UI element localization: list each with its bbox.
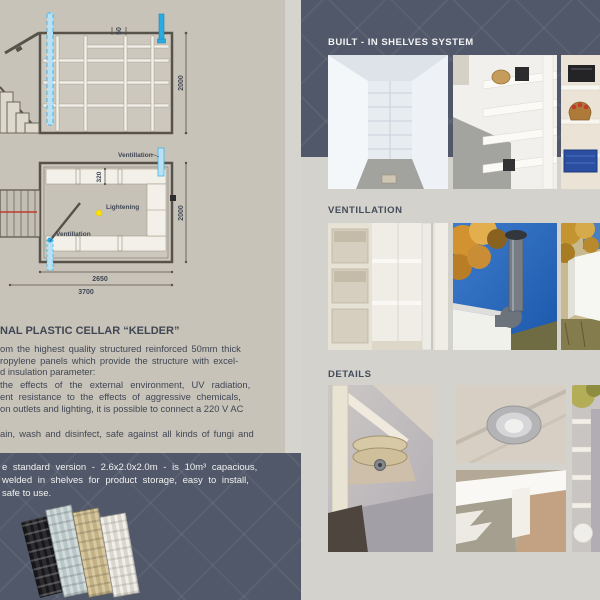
body-line: ain, wash and disinfect, safe against all kinds of fungi and — [0, 428, 254, 439]
body-line: the effects of the external environment, UV radiation, — [0, 379, 251, 390]
photo-vent-outdoor-pipe — [453, 223, 557, 350]
plan-stairs — [0, 190, 40, 237]
dim-320: 320 — [96, 171, 103, 183]
plan-vent-pipe-bottom — [47, 240, 53, 270]
footer-line: e standard version - 2.6x2.0x2.0m - is 10m³ capacious, — [2, 462, 258, 473]
photo-detail-ceiling-lamp — [456, 385, 566, 463]
elevation-drawing — [0, 5, 210, 155]
section-title-ventilation: VENTILLATION — [328, 205, 403, 216]
body-line: ent resistance to the effects of aggressive chemicals, — [0, 391, 241, 402]
panel-samples-image — [28, 502, 146, 596]
dim-3700: 3700 — [78, 289, 94, 296]
label-lightening: Lightening — [106, 204, 140, 211]
footer-line: safe to use. — [2, 488, 52, 499]
photo-detail-shelf-corner — [456, 470, 566, 552]
photo-shelves-baskets — [453, 55, 557, 189]
plan-vent-pipe-top — [158, 148, 164, 176]
photo-vent-cellar-exterior — [561, 223, 600, 350]
photo-shelves-crates — [561, 55, 600, 189]
plan-drawing — [0, 143, 210, 303]
product-title: NAL PLASTIC CELLAR “KELDER” — [0, 325, 180, 337]
dim-2650: 2650 — [92, 276, 108, 283]
body-line: on outlets and lighting, it is possible to connect a 220 V AC — [0, 403, 244, 414]
dim-2000-elevation: 2000 — [178, 75, 185, 91]
ventilation-pipe — [159, 14, 164, 41]
light-point-icon — [96, 210, 102, 216]
label-ventillation-bottom: Ventillation — [56, 231, 91, 238]
section-title-details: DETAILS — [328, 369, 372, 380]
photo-detail-shelf-side — [572, 385, 600, 552]
dim-2000-plan: 2000 — [178, 205, 185, 221]
photo-detail-hatch-mechanism — [328, 385, 433, 552]
photo-vent-shelf-pipe — [328, 223, 448, 350]
label-ventillation-top: Ventillation — [118, 152, 153, 159]
ventilation-pipe-dashed — [47, 13, 53, 125]
page-gutter — [285, 0, 301, 453]
body-line: om the highest quality structured reinforced 50mm thick — [0, 343, 241, 354]
footer-line: welded in shelves for product storage, easy to install, — [2, 475, 249, 486]
dim-50: 50 — [116, 27, 123, 35]
body-line: d insulation parameter: — [0, 366, 96, 377]
footer-panel — [0, 453, 301, 600]
section-title-shelves: BUILT - IN SHELVES SYSTEM — [328, 37, 474, 48]
stairs — [0, 92, 39, 133]
photo-shelves-interior — [328, 55, 448, 189]
right-page — [301, 0, 600, 600]
body-line: ropylene panels which provide the structure with excel- — [0, 355, 239, 366]
